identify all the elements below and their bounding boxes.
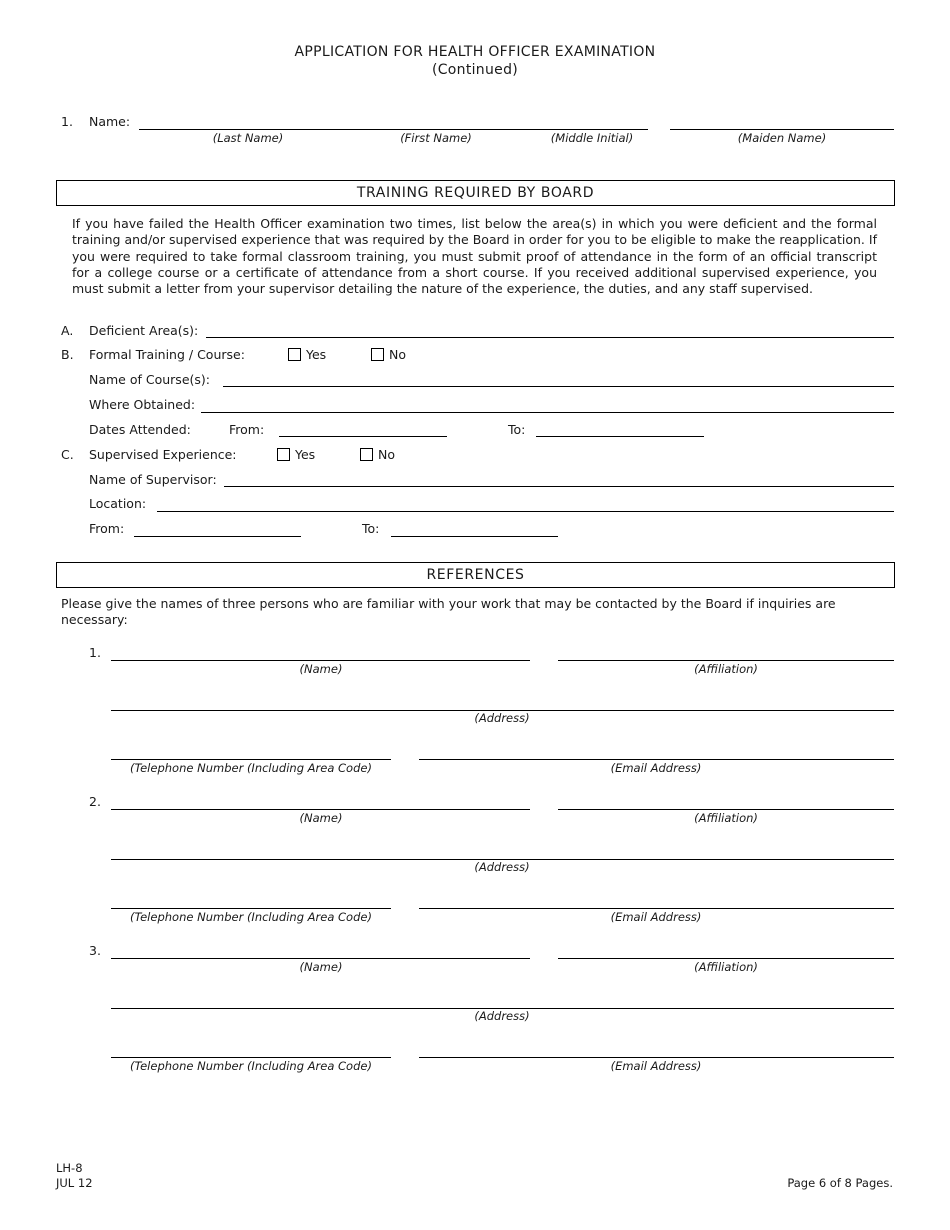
reference-1-phone-field[interactable] bbox=[111, 759, 391, 760]
reference-3-email-field[interactable] bbox=[419, 1057, 894, 1058]
formal-training-yes-checkbox[interactable] bbox=[288, 348, 301, 361]
supervised-yes-checkbox[interactable] bbox=[277, 448, 290, 461]
supervised-experience-label: Supervised Experience: bbox=[89, 447, 237, 462]
formal-training-label: Formal Training / Course: bbox=[89, 347, 245, 362]
location-field[interactable] bbox=[157, 511, 894, 512]
supervised-no-label: No bbox=[378, 447, 395, 462]
reference-3-phone-field[interactable] bbox=[111, 1057, 391, 1058]
course-name-field[interactable] bbox=[223, 386, 894, 387]
page-subtitle: (Continued) bbox=[431, 62, 519, 78]
formal-training-yes-label: Yes bbox=[306, 347, 327, 362]
form-date: JUL 12 bbox=[56, 1176, 93, 1190]
page-number: Page 6 of 8 Pages. bbox=[787, 1176, 893, 1190]
references-heading: REFERENCES bbox=[56, 562, 895, 588]
reference-2-phone-caption: (Telephone Number (Including Area Code) bbox=[130, 910, 372, 924]
reference-1-phone-caption: (Telephone Number (Including Area Code) bbox=[130, 761, 372, 775]
dates-attended-label: Dates Attended: bbox=[89, 422, 191, 437]
middle-initial-caption: (Middle Initial) bbox=[550, 131, 634, 145]
dates-to-field[interactable] bbox=[536, 436, 704, 437]
reference-1-name-field[interactable] bbox=[111, 660, 530, 661]
reference-1-email-caption: (Email Address) bbox=[610, 761, 702, 775]
reference-3-number: 3. bbox=[89, 943, 101, 958]
reference-3-name-caption: (Name) bbox=[299, 960, 343, 974]
formal-training-no-checkbox[interactable] bbox=[371, 348, 384, 361]
training-instructions: If you have failed the Health Officer examination two times, list below the area(s) in which you were deficient and the formal training and/or supervised experience that was required by the Board in order for you to be eligible to make the reapplication. If you were required to take formal classroom training, you must submit proof of attendance in the form of an official transcript for a college course or a certificate of attendance from a short course. If you received additional supervised experience, you must submit a letter from your supervisor detailing the nature of the experience, the duties, and any staff supervised. bbox=[72, 216, 877, 297]
name-number: 1. bbox=[61, 114, 73, 129]
last-name-caption: (Last Name) bbox=[212, 131, 284, 145]
experience-from-label: From: bbox=[89, 521, 125, 536]
reference-1-address-caption: (Address) bbox=[474, 711, 530, 725]
name-label: Name: bbox=[89, 114, 131, 129]
deficient-area-field[interactable] bbox=[206, 337, 894, 338]
form-id: LH-8 bbox=[56, 1161, 83, 1175]
reference-2-affiliation-field[interactable] bbox=[558, 809, 894, 810]
maiden-name-field[interactable] bbox=[670, 129, 894, 130]
references-instructions: Please give the names of three persons who are familiar with your work that may be contacted by the Board if inquiries are necessary: bbox=[61, 596, 836, 628]
training-heading: TRAINING REQUIRED BY BOARD bbox=[56, 180, 895, 206]
reference-2-affiliation-caption: (Affiliation) bbox=[694, 811, 758, 825]
reference-1-email-field[interactable] bbox=[419, 759, 894, 760]
maiden-name-caption: (Maiden Name) bbox=[737, 131, 827, 145]
experience-to-field[interactable] bbox=[391, 536, 558, 537]
reference-1-affiliation-caption: (Affiliation) bbox=[694, 662, 758, 676]
section-a-letter: A. bbox=[61, 323, 74, 338]
dates-from-field[interactable] bbox=[279, 436, 447, 437]
reference-1-affiliation-field[interactable] bbox=[558, 660, 894, 661]
supervisor-name-label: Name of Supervisor: bbox=[89, 472, 217, 487]
reference-3-affiliation-field[interactable] bbox=[558, 958, 894, 959]
first-name-caption: (First Name) bbox=[400, 131, 472, 145]
reference-2-number: 2. bbox=[89, 794, 101, 809]
where-obtained-field[interactable] bbox=[201, 412, 894, 413]
reference-2-phone-field[interactable] bbox=[111, 908, 391, 909]
reference-3-address-caption: (Address) bbox=[474, 1009, 530, 1023]
where-obtained-label: Where Obtained: bbox=[89, 397, 196, 412]
dates-to-label: To: bbox=[508, 422, 526, 437]
reference-2-name-field[interactable] bbox=[111, 809, 530, 810]
name-field[interactable] bbox=[139, 129, 648, 130]
deficient-area-label: Deficient Area(s): bbox=[89, 323, 199, 338]
reference-1-number: 1. bbox=[89, 645, 101, 660]
formal-training-no-label: No bbox=[389, 347, 406, 362]
reference-2-address-caption: (Address) bbox=[474, 860, 530, 874]
experience-to-label: To: bbox=[362, 521, 380, 536]
reference-3-email-caption: (Email Address) bbox=[610, 1059, 702, 1073]
reference-3-phone-caption: (Telephone Number (Including Area Code) bbox=[130, 1059, 372, 1073]
dates-from-label: From: bbox=[229, 422, 265, 437]
reference-3-name-field[interactable] bbox=[111, 958, 530, 959]
supervised-yes-label: Yes bbox=[295, 447, 316, 462]
page-title: APPLICATION FOR HEALTH OFFICER EXAMINATION bbox=[294, 44, 656, 60]
course-name-label: Name of Course(s): bbox=[89, 372, 210, 387]
section-c-letter: C. bbox=[61, 447, 74, 462]
reference-3-affiliation-caption: (Affiliation) bbox=[694, 960, 758, 974]
location-label: Location: bbox=[89, 496, 147, 511]
reference-2-email-field[interactable] bbox=[419, 908, 894, 909]
reference-1-name-caption: (Name) bbox=[299, 662, 343, 676]
section-b-letter: B. bbox=[61, 347, 74, 362]
reference-2-name-caption: (Name) bbox=[299, 811, 343, 825]
supervised-no-checkbox[interactable] bbox=[360, 448, 373, 461]
reference-2-email-caption: (Email Address) bbox=[610, 910, 702, 924]
experience-from-field[interactable] bbox=[134, 536, 301, 537]
supervisor-name-field[interactable] bbox=[224, 486, 894, 487]
